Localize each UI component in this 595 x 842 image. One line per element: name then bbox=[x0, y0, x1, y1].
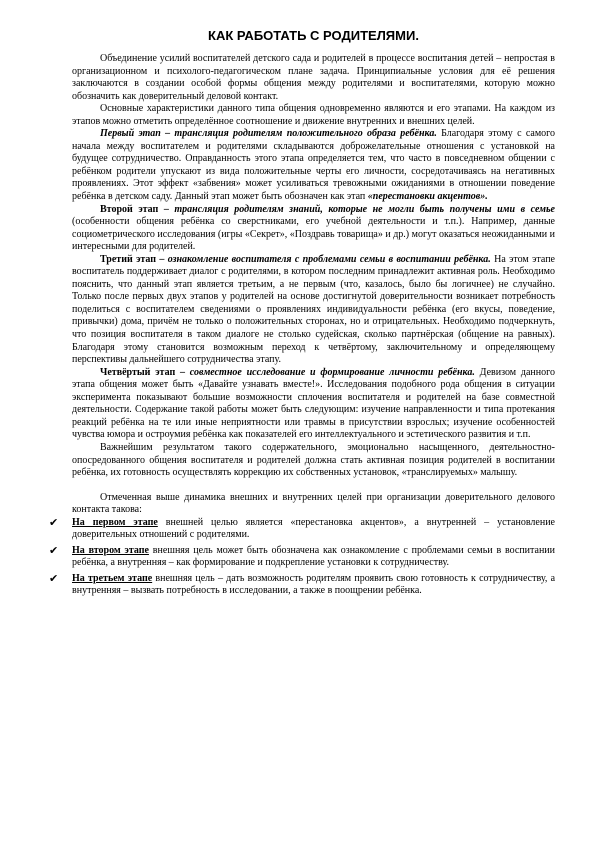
stage2-paragraph bbox=[72, 204, 555, 254]
list-item bbox=[49, 571, 556, 598]
stage4-text: Девизом данного этапа общения может быть «Давайте узнавать вместе!». Исследования подобного рода общения в ситуации эксперимента показывают большие возможности сплочения воспитателя и родителей на базе совместной деятельности. Содержание такой работы может быть следующим: изучение направленности и типа протекания реакций ребёнка на те или иные неприятности или травмы в присутствии взрослых; изучение особенностей чувства юмора и остроумия ребёнка как показателей его интеллектуального и эстетического развития и т.п. bbox=[72, 366, 555, 441]
list-item-text: внешняя цель – дать возможность родителям проявить свою готовность к сотрудничеству, а внутренняя – вызвать потребность в исследовании, а также в поощрении ребёнка. bbox=[72, 572, 556, 597]
stage2-text: (особенности общения ребёнка со сверстниками, его учебной деятельности и т.п.). Например, данные социометрического исследования (игры «Секрет», «Поздравь товарища» и др.) могут оказаться неожиданными и интересными для родителей. bbox=[72, 216, 555, 253]
stage-goals-list bbox=[49, 515, 556, 598]
page-title: КАК РАБОТАТЬ С РОДИТЕЛЯМИ. bbox=[208, 28, 419, 43]
checkmark-icon: ✔ bbox=[49, 543, 59, 557]
stage1-emphasis-end: «перестановки акцентов». bbox=[367, 191, 488, 203]
list-item-label: На первом этапе bbox=[72, 516, 158, 528]
stage3-paragraph bbox=[72, 254, 555, 367]
list-item-label: На третьем этапе bbox=[72, 572, 153, 584]
stage1-paragraph bbox=[72, 128, 555, 203]
stage3-text: На этом этапе воспитатель поддерживает диалог с родителями, в котором последним принадлежит активная роль. Необходимо пояснить, что данный этап является третьим, а не первым (что, казалось, было бы логичнее) не случайно. Только после первых двух этапов у родителей на основе достигнутой доверительности возникает потребность поделиться с воспитателем сведениями о проявлениях индивидуальности ребёнка (его вкусы, поведение, привычки) дома, причём не только о положительных сторонах, но и отрицательных. Необходимо подчеркнуть, что позиция воспитателя в таком диалоге не столько судейская, сколько партнёрская (общение на равных). Благодаря этому становится возможным переход к четвёртому, заключительному и определяющему перспективы дальнейшего сотрудничества этапу. bbox=[72, 253, 555, 366]
characteristics-paragraph: Основные характеристики данного типа общения одновременно являются и его этапами. На каждом из этапов можно отметить определённое соотношение и движение внутренних и внешних целей. bbox=[72, 103, 555, 127]
stage1-text: Благодаря этому с самого начала между воспитателем и родителями складываются доброжелательные отношения с установкой на будущее сотрудничество. Оправданность этого этапа определяется тем, что часто в повседневном общении с ребёнком родители упускают из вида положительные черты его личности, сосредотачиваясь на негативных проявлениях. Этот эффект «забвения» может усиливаться тревожными ожиданиями в отношении поведение ребёнка в детском саду. Данный этап может быть обозначен как этап bbox=[72, 128, 556, 203]
stage4-lead: Четвёртый этап – bbox=[100, 366, 190, 378]
list-item-label: На втором этапе bbox=[72, 544, 149, 556]
stage1-emphasis: трансляция родителям положительного образа ребёнка. bbox=[174, 128, 437, 140]
stage4-paragraph bbox=[72, 367, 555, 442]
intro-paragraph: Объединение усилий воспитателей детского сада и родителей в процессе воспитания детей – непростая в организационном и психолого-педагогическом плане задача. Принципиальные условия для её решения заключаются в создании особой формы общения между родителями и воспитателями, которую можно обозначить как доверительный деловой контакт. bbox=[72, 53, 555, 102]
stage3-emphasis: ознакомление воспитателя с проблемами семьи в воспитании ребёнка. bbox=[167, 253, 491, 265]
result-paragraph: Важнейшим результатом такого содержательного, эмоционально насыщенного, деятельностно-опосредованного общения воспитателя и родителей должна стать активная позиция родителей в воспитании ребёнка, их готовность осуществлять коррекцию их собственных установок, «транслируемых» малышу. bbox=[72, 441, 555, 479]
stage1-lead: Первый этап – bbox=[100, 128, 175, 140]
dynamics-paragraph: Отмеченная выше динамика внешних и внутренних целей при организации доверительного делового контакта такова: bbox=[72, 491, 555, 516]
stage3-lead: Третий этап – bbox=[100, 253, 168, 265]
stage4-emphasis: совместное исследование и формирование личности ребёнка. bbox=[189, 366, 475, 378]
list-item bbox=[49, 515, 555, 542]
checkmark-icon: ✔ bbox=[49, 515, 59, 529]
list-item bbox=[49, 543, 556, 570]
stage2-emphasis: трансляция родителям знаний, которые не могли быть получены ими в семье bbox=[174, 203, 555, 215]
stage2-lead: Второй этап – bbox=[100, 203, 175, 215]
checkmark-icon: ✔ bbox=[49, 571, 59, 585]
list-item-text: внешняя цель может быть обозначена как ознакомление с проблемами семьи в воспитании ребёнка, а внутренняя – как формирование и подкрепление установки к сотрудничеству. bbox=[72, 544, 556, 569]
list-item-text: внешней целью является «перестановка акцентов», а внутренней – установление доверительных отношений с родителями. bbox=[72, 516, 555, 541]
